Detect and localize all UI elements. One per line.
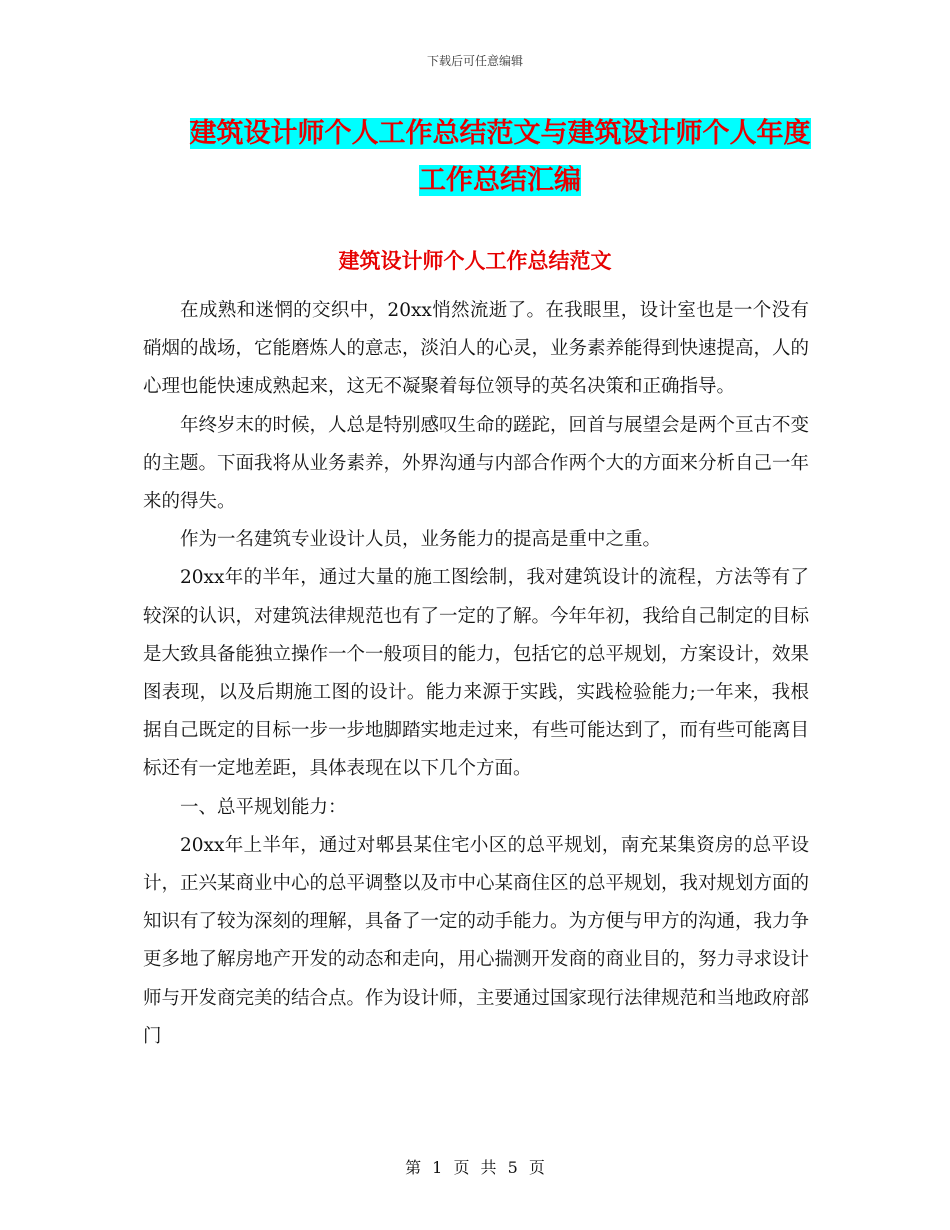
- page-header-note: 下载后可任意编辑: [426, 54, 523, 68]
- body-paragraph: 作为一名建筑专业设计人员，业务能力的提高是重中之重。: [180, 529, 662, 551]
- document-body: [143, 292, 809, 1056]
- page-number: 第 1 页 共 5 页: [405, 1158, 545, 1177]
- body-paragraph: 20xx年的半年，通过大量的施工图绘制，我对建筑设计的流程，方法等有了较深的认识，对建筑法律规范也有了一定的了解。今年年初，我给自己制定的目标是大致具备能独立操作一个一般项目的能力，包括它的总平规划，方案设计，效果图表现，以及后期施工图的设计。能力来源于实践，实践检验能力;一年来，我根据自己既定的目标一步一步地脚踏实地走过来，有些可能达到了，而有些可能离目标还有一定地差距，具体表现在以下几个方面。: [143, 567, 810, 780]
- document-title-line2: 工作总结汇编: [419, 165, 581, 196]
- body-paragraph: 年终岁末的时候，人总是特别感叹生命的蹉跎，回首与展望会是两个亘古不变的主题。下面我将从业务素养，外界沟通与内部合作两个大的方面来分析自己一年来的得失。: [143, 414, 810, 513]
- document-title-line1: 建筑设计师个人工作总结范文与建筑设计师个人年度: [189, 118, 811, 149]
- section-title: 建筑设计师个人工作总结范文: [338, 249, 612, 273]
- body-paragraph: 在成熟和迷惘的交织中，20xx悄然流逝了。在我眼里，设计室也是一个没有硝烟的战场，它能磨炼人的意志，淡泊人的心灵，业务素养能得到快速提高，人的心理也能快速成熟起来，这无不凝聚着每位领导的英名决策和正确指导。: [143, 300, 810, 398]
- body-paragraph: 一、总平规划能力：: [180, 796, 347, 818]
- body-paragraph: 20xx年上半年，通过对郫县某住宅小区的总平规划，南充某集资房的总平设计，正兴某商业中心的总平调整以及市中心某商住区的总平规划，我对规划方面的知识有了较为深刻的理解，具备了一定的动手能力。为方便与甲方的沟通，我力争更多地了解房地产开发的动态和走向，用心揣测开发商的商业目的，努力寻求设计师与开发商完美的结合点。作为设计师，主要通过国家现行法律规范和当地政府部门: [143, 834, 810, 1047]
- document-title: [140, 110, 860, 204]
